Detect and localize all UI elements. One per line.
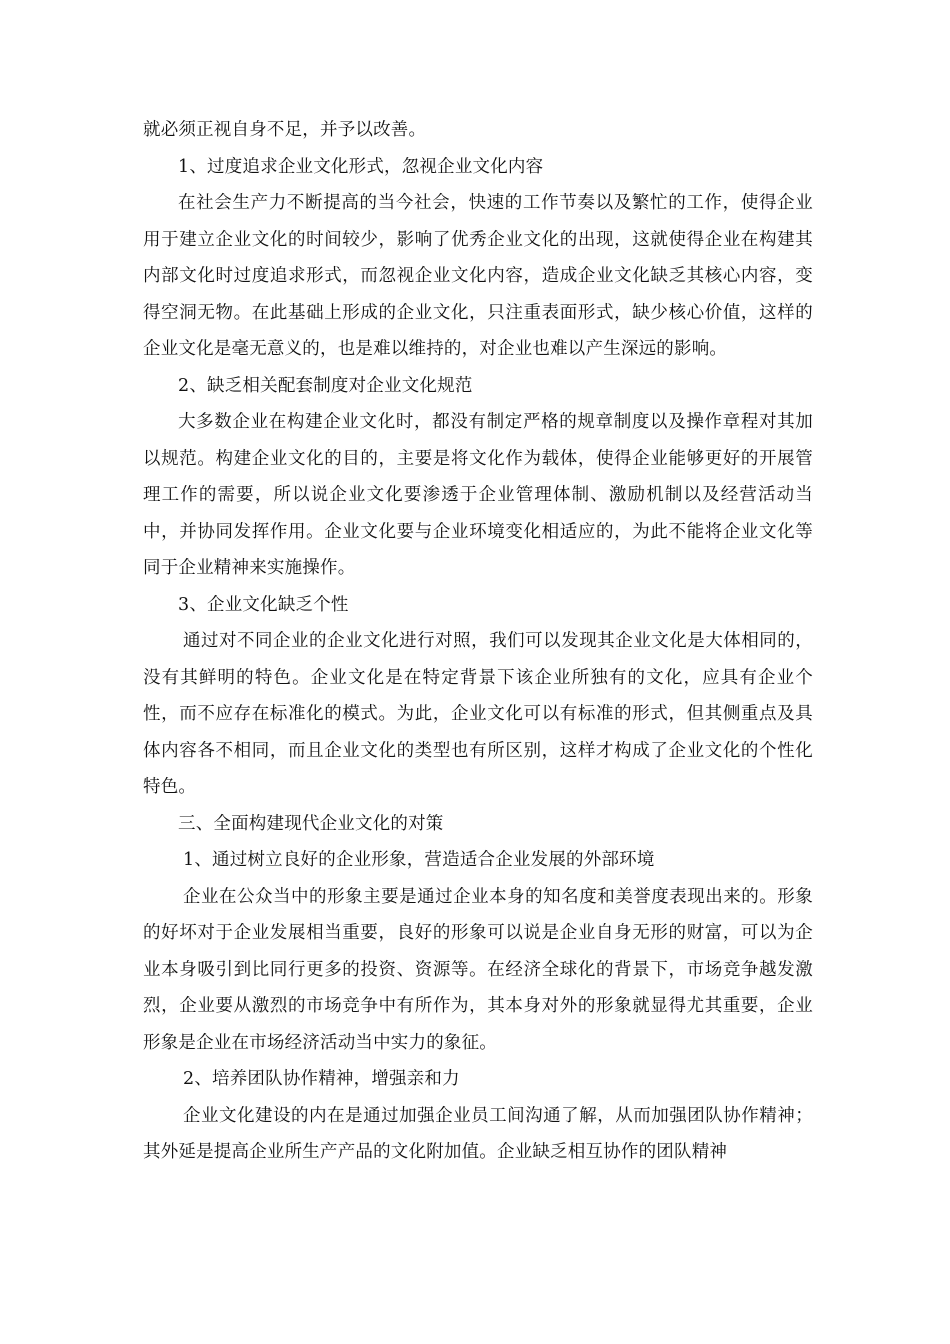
section-heading-formalism: 1、过度追求企业文化形式，忽视企业文化内容 xyxy=(178,156,544,177)
chapter-heading-countermeasures: 三、全面构建现代企业文化的对策 xyxy=(178,813,444,834)
paragraph-continued: 就必须正视自身不足，并予以改善。 xyxy=(143,120,427,140)
section-heading-teamwork: 2、培养团队协作精神，增强亲和力 xyxy=(183,1069,460,1089)
paragraph-teamwork: 企业文化建设的内在是通过加强企业员工间沟通了解，从而加强团队协作精神；其外延是提高企业所生产产品的文化附加值。企业缺乏相互协作的团队精神 xyxy=(143,1105,813,1162)
paragraph-individuality: 通过对不同企业的企业文化进行对照，我们可以发现其企业文化是大体相同的，没有其鲜明的特色。企业文化是在特定背景下该企业所独有的文化，应具有企业个性，而不应存在标准化的模式。为此，企业文化可以有标准的形式，但其侧重点及具体内容各不相同，而且企业文化的类型也有所区别，这样才构成了企业文化的个性化特色。 xyxy=(143,631,813,797)
section-heading-individuality: 3、企业文化缺乏个性 xyxy=(178,594,349,615)
paragraph-formalism: 在社会生产力不断提高的当今社会，快速的工作节奏以及繁忙的工作，使得企业用于建立企业文化的时间较少，影响了优秀企业文化的出现，这就使得企业在构建其内部文化时过度追求形式，而忽视企业文化内容，造成企业文化缺乏其核心内容，变得空洞无物。在此基础上形成的企业文化，只注重表面形式，缺少核心价值，这样的企业文化是毫无意义的，也是难以维持的，对企业也难以产生深远的影响。 xyxy=(143,193,813,359)
section-heading-image: 1、通过树立良好的企业形象，营造适合企业发展的外部环境 xyxy=(183,850,655,870)
paragraph-regulation: 大多数企业在构建企业文化时，都没有制定严格的规章制度以及操作章程对其加以规范。构建企业文化的目的，主要是将文化作为载体，使得企业能够更好的开展管理工作的需要，所以说企业文化要渗透于企业管理体制、激励机制以及经营活动当中，并协同发挥作用。企业文化要与企业环境变化相适应的，为此不能将企业文化等同于企业精神来实施操作。 xyxy=(143,412,813,578)
document-page xyxy=(143,112,813,1171)
section-heading-regulation: 2、缺乏相关配套制度对企业文化规范 xyxy=(178,375,473,396)
paragraph-image: 企业在公众当中的形象主要是通过企业本身的知名度和美誉度表现出来的。形象的好坏对于企业发展相当重要，良好的形象可以说是企业自身无形的财富，可以为企业本身吸引到比同行更多的投资、资源等。在经济全球化的背景下，市场竞争越发激烈，企业要从激烈的市场竞争中有所作为，其本身对外的形象就显得尤其重要，企业形象是企业在市场经济活动当中实力的象征。 xyxy=(143,886,813,1053)
